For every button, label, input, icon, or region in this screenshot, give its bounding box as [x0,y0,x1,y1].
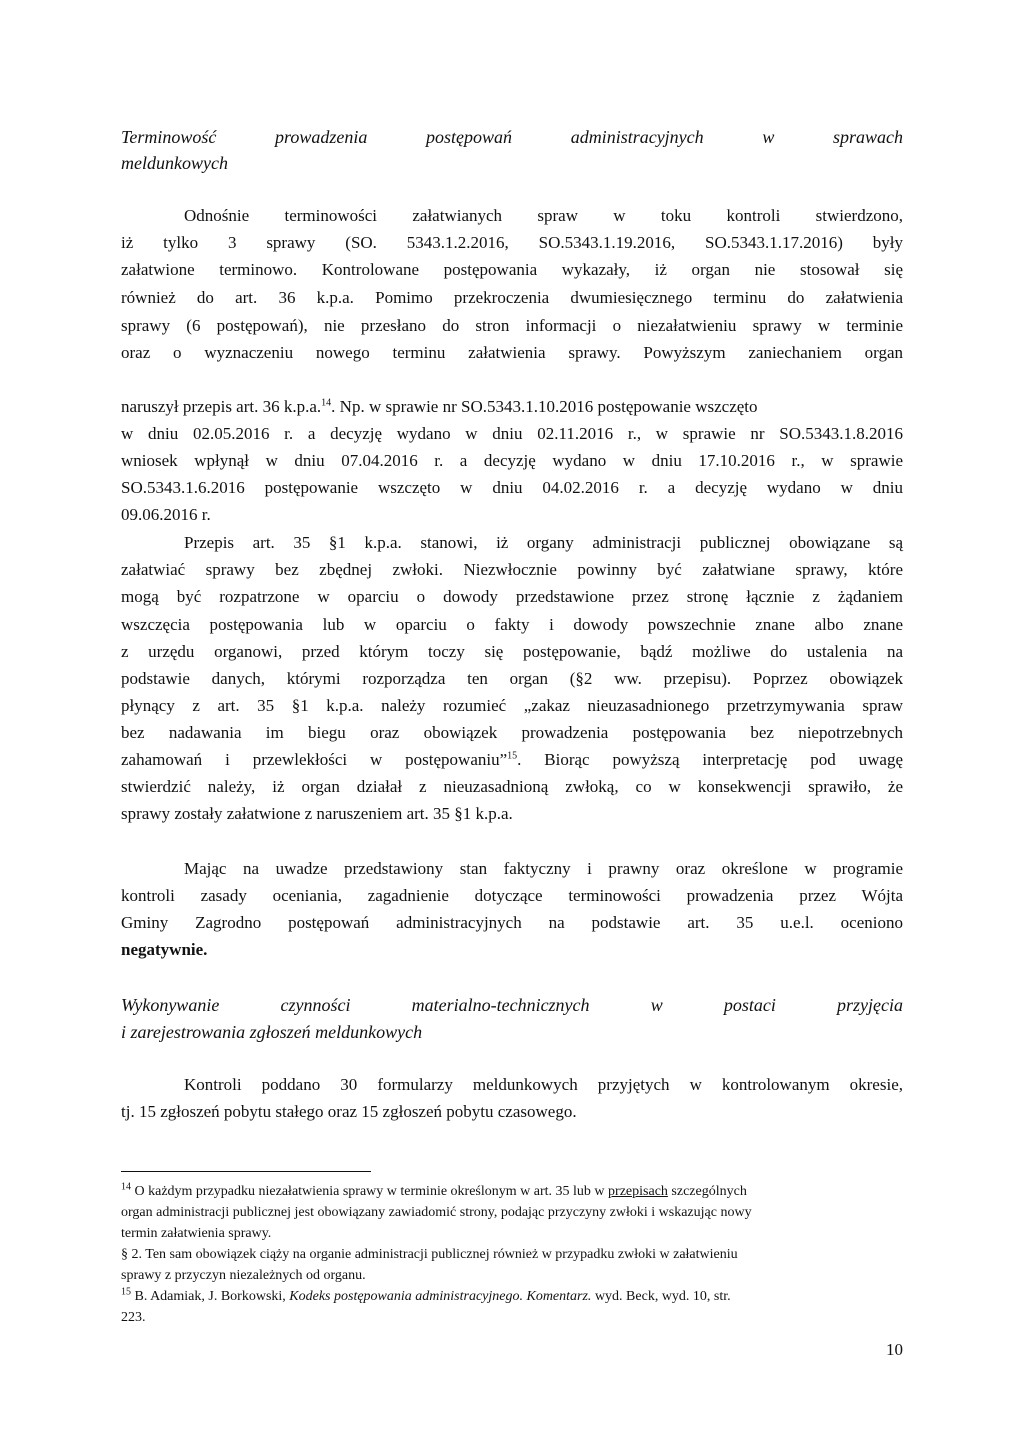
paragraph-line: Gminy Zagrodno postępowań administracyjnych na podstawie art. 35 u.e.l. oceniono [121,913,903,932]
paragraph-line: Przepis art. 35 §1 k.p.a. stanowi, iż organy administracji publicznej obowiązane są [184,533,903,552]
text-span: B. Adamiak, J. Borkowski, [131,1289,290,1304]
paragraph-line: iż tylko 3 sprawy (SO. 5343.1.2.2016, SO.5343.1.19.2016, SO.5343.1.17.2016) były [121,233,903,252]
section-heading-1-line1: Terminowość prowadzenia postępowań administracyjnych w sprawach [121,127,903,147]
text-span: . Biorąc powyższą interpretację pod uwagę [517,750,904,769]
paragraph-line: sprawy zostały załatwione z naruszeniem art. 35 §1 k.p.a. [121,804,513,823]
footnote-14-line2: organ administracji publicznej jest obowiązany zawiadomić strony, podając przyczyny zwłoki i wskazując nowy [121,1205,752,1220]
paragraph-line: wszczęcia postępowania lub w oparciu o fakty i dowody powszechnie znane albo znane [121,615,903,634]
footnote-ref-15[interactable]: 15 [507,750,518,762]
section-heading-1-line2: meldunkowych [121,153,228,173]
footnote-14-line1 [121,1182,903,1202]
footnote-ref-14[interactable]: 14 [321,397,332,409]
footnote-link[interactable]: przepisach [608,1184,668,1199]
text-span: naruszył przepis art. 36 k.p.a. [121,397,322,416]
paragraph-line: wniosek wpłynął w dniu 07.04.2016 r. a decyzję wydano w dniu 17.10.2016 r., w sprawie [121,451,903,470]
paragraph-line: bez nadawania im biegu oraz obowiązek prowadzenia postępowania bez niepotrzebnych [121,723,903,742]
verdict-negative: negatywnie. [121,940,208,959]
footnote-divider [121,1171,371,1172]
footnote-15-line2: 223. [121,1310,146,1325]
footnote-number: 14 [121,1181,131,1193]
paragraph-line: Odnośnie terminowości załatwianych spraw w toku kontroli stwierdzono, [184,206,903,225]
footnote-14-line3: termin załatwienia sprawy. [121,1226,272,1241]
paragraph-line: również do art. 36 k.p.a. Pomimo przekroczenia dwumiesięcznego terminu do załatwienia [121,288,903,307]
paragraph-line: kontroli zasady oceniania, zagadnienie dotyczące terminowości prowadzenia przez Wójta [121,886,903,905]
paragraph-line: podstawie danych, którymi rozporządza ten organ (§2 ww. przepisu). Poprzez obowiązek [121,669,903,688]
paragraph-line: załatwione terminowo. Kontrolowane postępowania wykazały, iż organ nie stosował się [121,260,903,279]
paragraph-line: z urzędu organowi, przed którym toczy się postępowanie, bądź możliwe do ustalenia na [121,642,903,661]
paragraph-line: mogą być rozpatrzone w oparciu o dowody przedstawione przez stronę łącznie z żądaniem [121,587,903,606]
footnote-14-line4: § 2. Ten sam obowiązek ciąży na organie administracji publicznej również w przypadku zwłoki w załatwieniu [121,1247,738,1262]
footnote-15-line1 [121,1287,903,1307]
footnote-14-line5: sprawy z przyczyn niezależnych od organu. [121,1268,366,1283]
paragraph-line-with-footnote [121,747,903,773]
text-span: O każdym przypadku niezałatwienia sprawy w terminie określonym w art. 35 lub w [131,1184,609,1199]
paragraph-line: Mając na uwadze przedstawiony stan faktyczny i prawny oraz określone w programie [184,859,903,878]
paragraph-line: załatwiać sprawy bez zbędnej zwłoki. Niezwłocznie powinny być załatwiane sprawy, które [121,560,903,579]
book-title: Kodeks postępowania administracyjnego. Komentarz. [289,1289,592,1304]
paragraph-line: tj. 15 zgłoszeń pobytu stałego oraz 15 zgłoszeń pobytu czasowego. [121,1102,577,1121]
text-span: . Np. w sprawie nr SO.5343.1.10.2016 postępowanie wszczęto [331,397,758,416]
section-heading-2-line1: Wykonywanie czynności materialno-technicznych w postaci przyjęcia [121,995,903,1015]
verdict-line [121,937,903,963]
paragraph-line: w dniu 02.05.2016 r. a decyzję wydano w dniu 02.11.2016 r., w sprawie nr SO.5343.1.8.2016 [121,424,903,443]
paragraph-line: stwierdzić należy, iż organ działał z nieuzasadnioną zwłoką, co w konsekwencji sprawiło, że [121,777,903,796]
section-heading-2-line2: i zarejestrowania zgłoszeń meldunkowych [121,1022,423,1042]
text-span: zahamowań i przewlekłości w postępowaniu” [121,750,508,769]
paragraph-line: płynący z art. 35 §1 k.p.a. należy rozumieć „zakaz nieuzasadnionego przetrzymywania spraw [121,696,903,715]
paragraph-line: Kontroli poddano 30 formularzy meldunkowych przyjętych w kontrolowanym okresie, [184,1075,903,1094]
text-span: szczególnych [667,1184,747,1199]
paragraph-line-with-footnote [121,394,903,420]
text-span: wyd. Beck, wyd. 10, str. [591,1289,731,1304]
paragraph-line: 09.06.2016 r. [121,505,211,524]
footnote-number: 15 [121,1286,131,1298]
paragraph-line: SO.5343.1.6.2016 postępowanie wszczęto w dniu 04.02.2016 r. a decyzję wydano w dniu [121,478,903,497]
paragraph-line: oraz o wyznaczeniu nowego terminu załatwienia sprawy. Powyższym zaniechaniem organ [121,343,903,362]
page-number: 10 [886,1340,903,1359]
paragraph-line: sprawy (6 postępowań), nie przesłano do stron informacji o niezałatwieniu sprawy w terminie [121,316,903,335]
